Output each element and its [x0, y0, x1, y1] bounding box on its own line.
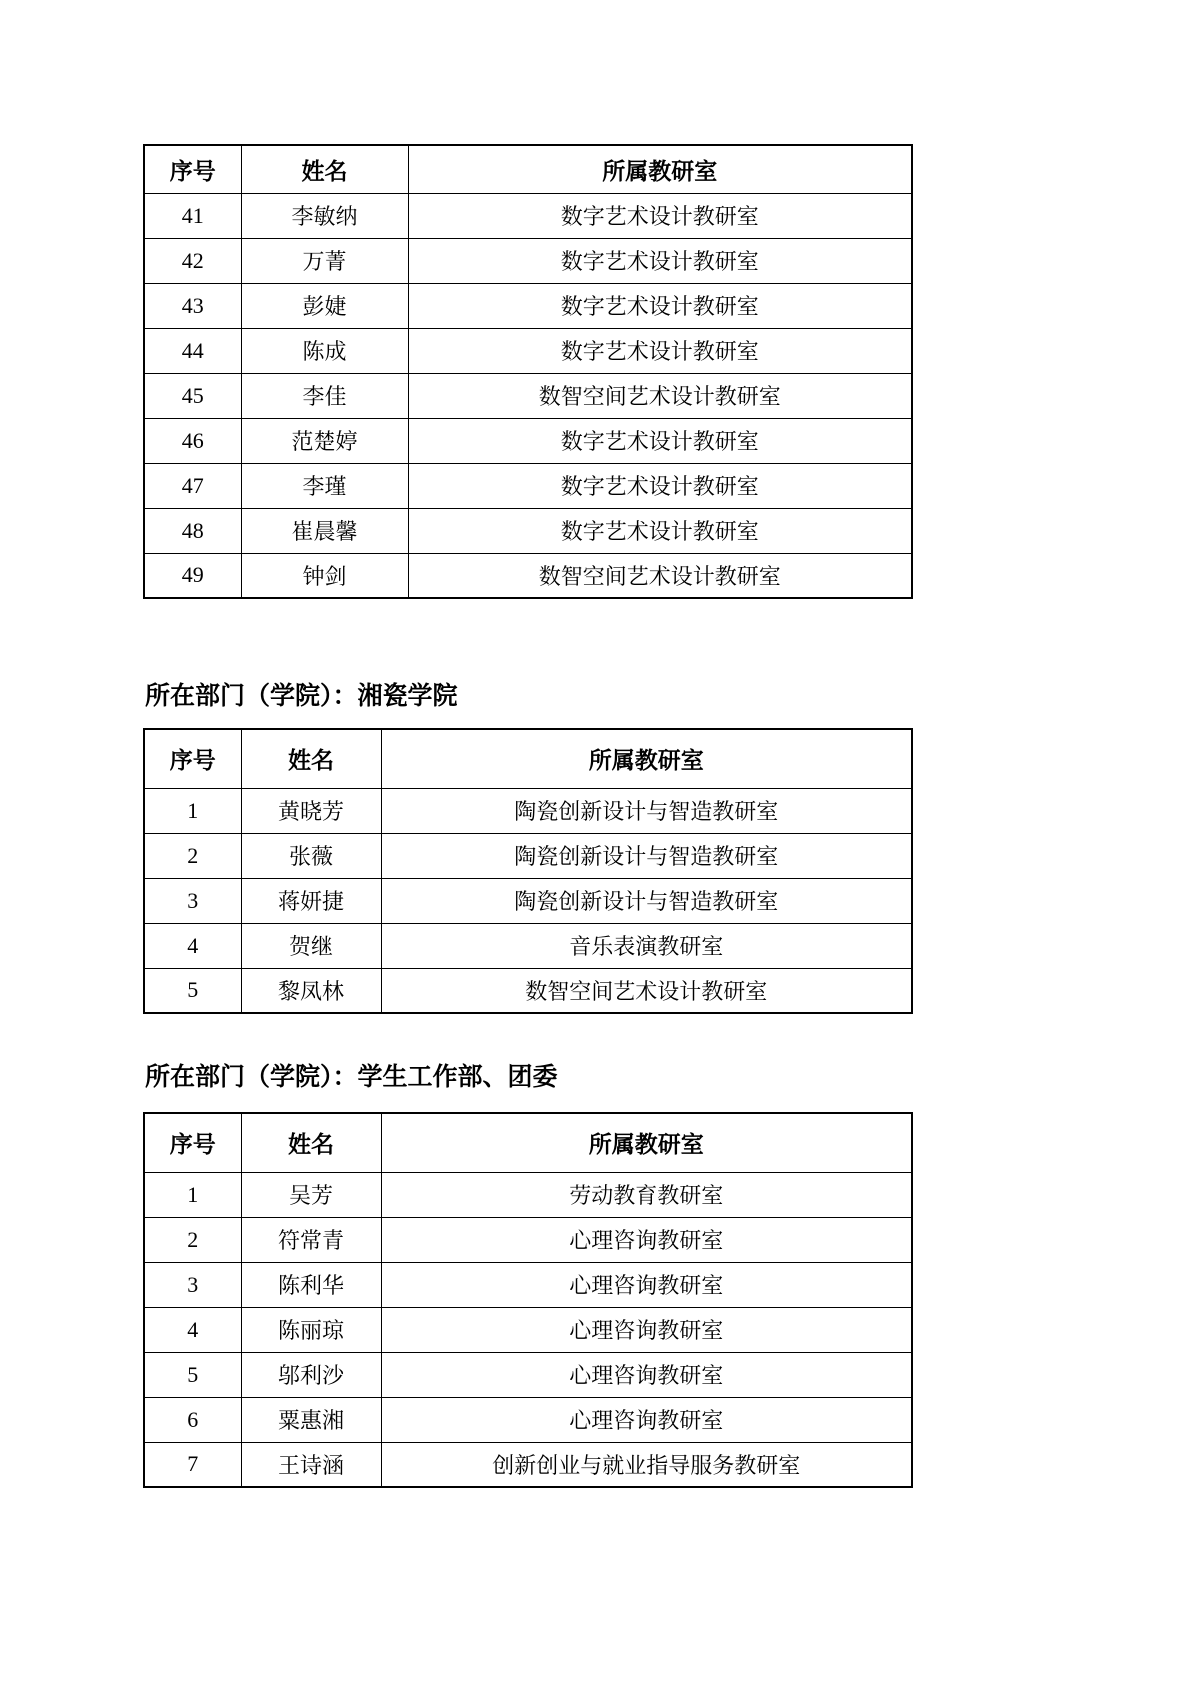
cell-office: 数字艺术设计教研室	[408, 238, 912, 283]
cell-office: 心理咨询教研室	[381, 1307, 912, 1352]
cell-name: 王诗涵	[241, 1442, 381, 1487]
cell-office: 心理咨询教研室	[381, 1217, 912, 1262]
table-row	[144, 1262, 912, 1307]
cell-index: 43	[144, 283, 241, 328]
table-row	[144, 1217, 912, 1262]
cell-name: 吴芳	[241, 1172, 381, 1217]
cell-index: 1	[144, 1172, 241, 1217]
cell-name: 彭婕	[241, 283, 408, 328]
section-heading-xiangci-college: 所在部门（学院）：湘瓷学院	[145, 683, 458, 710]
cell-name: 黎凤林	[241, 968, 381, 1013]
cell-index: 1	[144, 788, 241, 833]
cell-office: 心理咨询教研室	[381, 1397, 912, 1442]
cell-name: 万菁	[241, 238, 408, 283]
staff-table-student-affairs	[143, 1112, 913, 1488]
cell-index: 41	[144, 193, 241, 238]
cell-index: 3	[144, 878, 241, 923]
table-row	[144, 1307, 912, 1352]
cell-index: 45	[144, 373, 241, 418]
cell-index: 3	[144, 1262, 241, 1307]
cell-index: 5	[144, 968, 241, 1013]
cell-name: 陈利华	[241, 1262, 381, 1307]
cell-office: 数字艺术设计教研室	[408, 328, 912, 373]
cell-name: 蒋妍捷	[241, 878, 381, 923]
cell-index: 49	[144, 553, 241, 598]
cell-index: 42	[144, 238, 241, 283]
staff-table-xiangci-college	[143, 728, 913, 1014]
cell-office: 数智空间艺术设计教研室	[381, 968, 912, 1013]
cell-name: 李敏纳	[241, 193, 408, 238]
cell-office: 心理咨询教研室	[381, 1352, 912, 1397]
table-row	[144, 328, 912, 373]
cell-index: 47	[144, 463, 241, 508]
cell-name: 粟惠湘	[241, 1397, 381, 1442]
cell-office: 数智空间艺术设计教研室	[408, 373, 912, 418]
table-header-row	[144, 1113, 912, 1172]
table-row	[144, 833, 912, 878]
cell-office: 音乐表演教研室	[381, 923, 912, 968]
cell-office: 数字艺术设计教研室	[408, 193, 912, 238]
cell-index: 5	[144, 1352, 241, 1397]
table-row	[144, 788, 912, 833]
table-row	[144, 968, 912, 1013]
table-row	[144, 508, 912, 553]
table-row	[144, 238, 912, 283]
column-header: 所属教研室	[381, 1113, 912, 1172]
cell-name: 邬利沙	[241, 1352, 381, 1397]
table-row	[144, 1397, 912, 1442]
column-header: 所属教研室	[381, 729, 912, 788]
cell-index: 2	[144, 833, 241, 878]
table-row	[144, 193, 912, 238]
table-row	[144, 463, 912, 508]
cell-name: 范楚婷	[241, 418, 408, 463]
cell-office: 数字艺术设计教研室	[408, 283, 912, 328]
section-heading-student-affairs: 所在部门（学院）：学生工作部、团委	[145, 1064, 558, 1091]
cell-name: 崔晨馨	[241, 508, 408, 553]
cell-office: 陶瓷创新设计与智造教研室	[381, 788, 912, 833]
cell-name: 符常青	[241, 1217, 381, 1262]
cell-index: 48	[144, 508, 241, 553]
cell-office: 数字艺术设计教研室	[408, 463, 912, 508]
cell-name: 陈丽琼	[241, 1307, 381, 1352]
table-row	[144, 283, 912, 328]
cell-name: 陈成	[241, 328, 408, 373]
cell-office: 心理咨询教研室	[381, 1262, 912, 1307]
table-header-row	[144, 145, 912, 193]
table-row	[144, 1442, 912, 1487]
cell-name: 李瑾	[241, 463, 408, 508]
cell-office: 数智空间艺术设计教研室	[408, 553, 912, 598]
cell-office: 创新创业与就业指导服务教研室	[381, 1442, 912, 1487]
column-header: 所属教研室	[408, 145, 912, 193]
cell-office: 数字艺术设计教研室	[408, 418, 912, 463]
table-row	[144, 1172, 912, 1217]
cell-index: 44	[144, 328, 241, 373]
cell-name: 李佳	[241, 373, 408, 418]
staff-table-continuation	[143, 144, 913, 599]
table-row	[144, 878, 912, 923]
cell-index: 6	[144, 1397, 241, 1442]
table-row	[144, 923, 912, 968]
table-row	[144, 553, 912, 598]
table-row	[144, 1352, 912, 1397]
cell-office: 陶瓷创新设计与智造教研室	[381, 878, 912, 923]
column-header: 序号	[144, 729, 241, 788]
cell-office: 劳动教育教研室	[381, 1172, 912, 1217]
cell-index: 4	[144, 1307, 241, 1352]
cell-name: 贺继	[241, 923, 381, 968]
column-header: 序号	[144, 145, 241, 193]
table-row	[144, 418, 912, 463]
table-row	[144, 373, 912, 418]
column-header: 姓名	[241, 729, 381, 788]
column-header: 姓名	[241, 1113, 381, 1172]
cell-index: 4	[144, 923, 241, 968]
column-header: 序号	[144, 1113, 241, 1172]
cell-index: 46	[144, 418, 241, 463]
cell-index: 2	[144, 1217, 241, 1262]
cell-index: 7	[144, 1442, 241, 1487]
table-header-row	[144, 729, 912, 788]
cell-name: 黄晓芳	[241, 788, 381, 833]
cell-office: 陶瓷创新设计与智造教研室	[381, 833, 912, 878]
cell-name: 钟剑	[241, 553, 408, 598]
cell-name: 张薇	[241, 833, 381, 878]
cell-office: 数字艺术设计教研室	[408, 508, 912, 553]
column-header: 姓名	[241, 145, 408, 193]
